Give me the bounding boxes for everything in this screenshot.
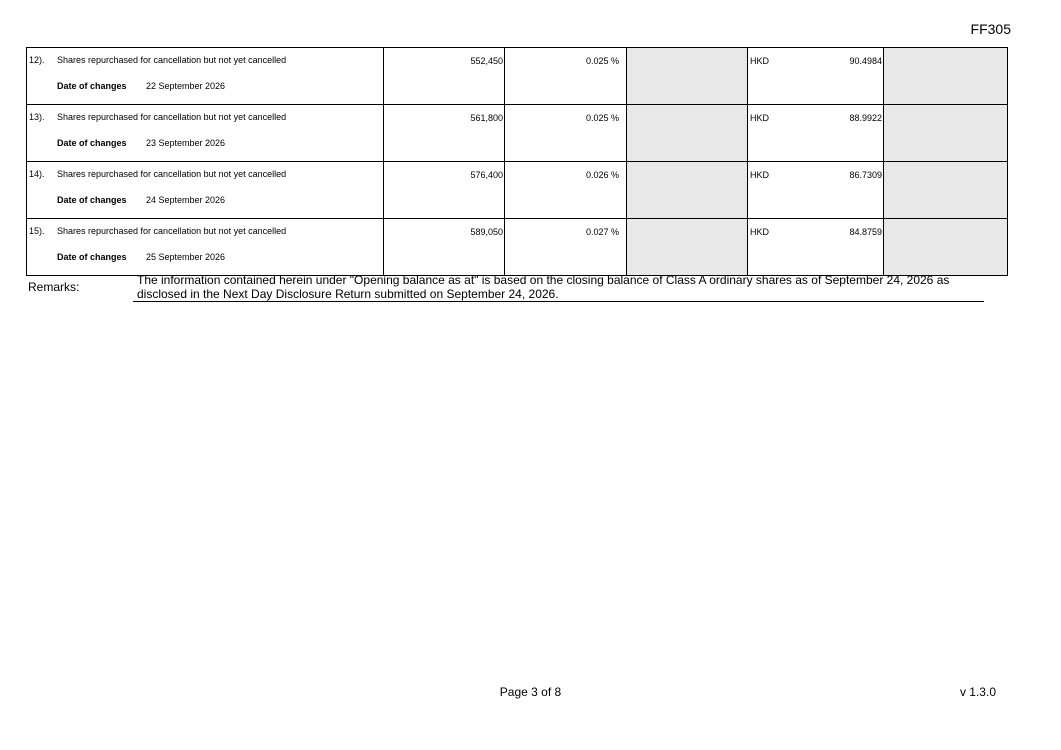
row-number: 15).: [29, 226, 45, 236]
shares-cell: 576,400: [384, 162, 505, 219]
remarks-text: The information contained herein under "Opening balance as at" is based on the closing balance of Class A ordinary shares as of September 24, 2026 as disclosed in the Next Day Disclosure Return submitted on September 24, 2026.: [133, 273, 984, 302]
date-of-changes-value: 22 September 2026: [146, 81, 226, 91]
price-cell: [748, 105, 884, 162]
version-label: v 1.3.0: [959, 685, 996, 699]
empty-shaded-cell: [627, 48, 748, 105]
row-number: 14).: [29, 169, 45, 179]
empty-shaded-cell: [627, 162, 748, 219]
row-number: 12).: [29, 55, 45, 65]
form-code: FF305: [970, 21, 1011, 37]
date-of-changes-value: 25 September 2026: [146, 252, 226, 262]
date-of-changes-label: Date of changes: [57, 138, 127, 148]
percent-cell: 0.025 %: [505, 105, 627, 162]
price-value: 88.9922: [849, 113, 882, 123]
percent-cell: 0.026 %: [505, 162, 627, 219]
price-cell: [748, 162, 884, 219]
page-number: Page 3 of 8: [499, 685, 562, 699]
row-description: Shares repurchased for cancellation but not yet cancelled: [57, 55, 287, 65]
row-description: Shares repurchased for cancellation but not yet cancelled: [57, 226, 287, 236]
shares-cell: 589,050: [384, 219, 505, 276]
shares-cell: 561,800: [384, 105, 505, 162]
currency-label: HKD: [750, 56, 770, 66]
price-cell: [748, 219, 884, 276]
date-of-changes-label: Date of changes: [57, 252, 127, 262]
date-of-changes-value: 24 September 2026: [146, 195, 226, 205]
empty-shaded-cell: [627, 105, 748, 162]
empty-shaded-cell: [884, 48, 1008, 105]
date-of-changes-value: 23 September 2026: [146, 138, 226, 148]
row-number: 13).: [29, 112, 45, 122]
empty-shaded-cell: [884, 162, 1008, 219]
currency-label: HKD: [750, 227, 770, 237]
shares-cell: 552,450: [384, 48, 505, 105]
table-row: [27, 48, 1008, 105]
currency-label: HKD: [750, 170, 770, 180]
price-value: 84.8759: [849, 227, 882, 237]
description-cell: [27, 48, 384, 105]
row-description: Shares repurchased for cancellation but not yet cancelled: [57, 169, 287, 179]
price-cell: [748, 48, 884, 105]
description-cell: [27, 162, 384, 219]
empty-shaded-cell: [884, 219, 1008, 276]
description-cell: [27, 219, 384, 276]
price-value: 86.7309: [849, 170, 882, 180]
date-of-changes-label: Date of changes: [57, 81, 127, 91]
row-description: Shares repurchased for cancellation but not yet cancelled: [57, 112, 287, 122]
empty-shaded-cell: [884, 105, 1008, 162]
table-row: [27, 105, 1008, 162]
price-value: 90.4984: [849, 56, 882, 66]
table-row: [27, 219, 1008, 276]
percent-cell: 0.025 %: [505, 48, 627, 105]
percent-cell: 0.027 %: [505, 219, 627, 276]
remarks-label: Remarks:: [28, 280, 80, 294]
currency-label: HKD: [750, 113, 770, 123]
description-cell: [27, 105, 384, 162]
empty-shaded-cell: [627, 219, 748, 276]
table-row: [27, 162, 1008, 219]
changes-table: [26, 47, 1008, 276]
date-of-changes-label: Date of changes: [57, 195, 127, 205]
